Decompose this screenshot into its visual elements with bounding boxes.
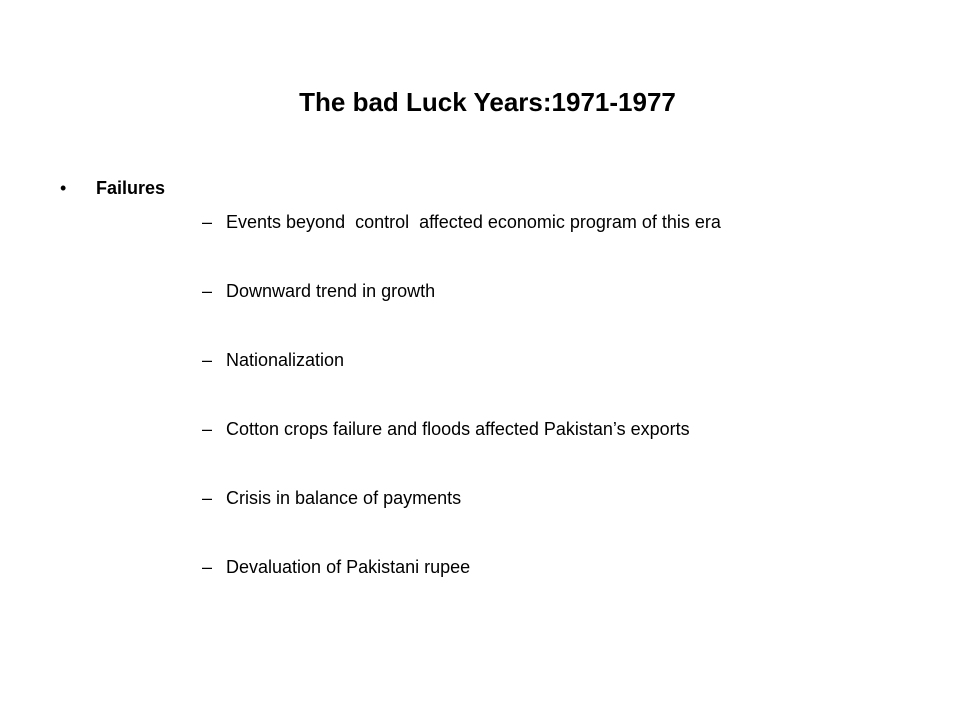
sub-bullet-text: Events beyond control affected economic program of this era (226, 212, 721, 232)
sub-bullet-item (202, 348, 721, 417)
bullet-failures (60, 176, 165, 200)
bullet-marker: • (60, 178, 67, 198)
slide-title: The bad Luck Years:1971-1977 (299, 87, 676, 117)
sub-bullet-item (202, 555, 721, 624)
dash-marker: – (202, 488, 213, 508)
sub-bullet-text: Downward trend in growth (226, 281, 436, 301)
dash-marker: – (202, 212, 213, 232)
sub-bullet-list (202, 210, 721, 624)
sub-bullet-text: Nationalization (226, 350, 345, 370)
dash-marker: – (202, 350, 213, 370)
dash-marker: – (202, 281, 213, 301)
sub-bullet-text: Devaluation of Pakistani rupee (226, 557, 471, 577)
dash-marker: – (202, 557, 213, 577)
dash-marker: – (202, 419, 213, 439)
sub-bullet-text: Cotton crops failure and floods affected Pakistan’s exports (226, 419, 690, 439)
sub-bullet-item (202, 486, 721, 555)
sub-bullet-item (202, 279, 721, 348)
sub-bullet-item (202, 210, 721, 279)
sub-bullet-text: Crisis in balance of payments (226, 488, 462, 508)
sub-bullet-item (202, 417, 721, 486)
bullet-label: Failures (96, 178, 166, 198)
